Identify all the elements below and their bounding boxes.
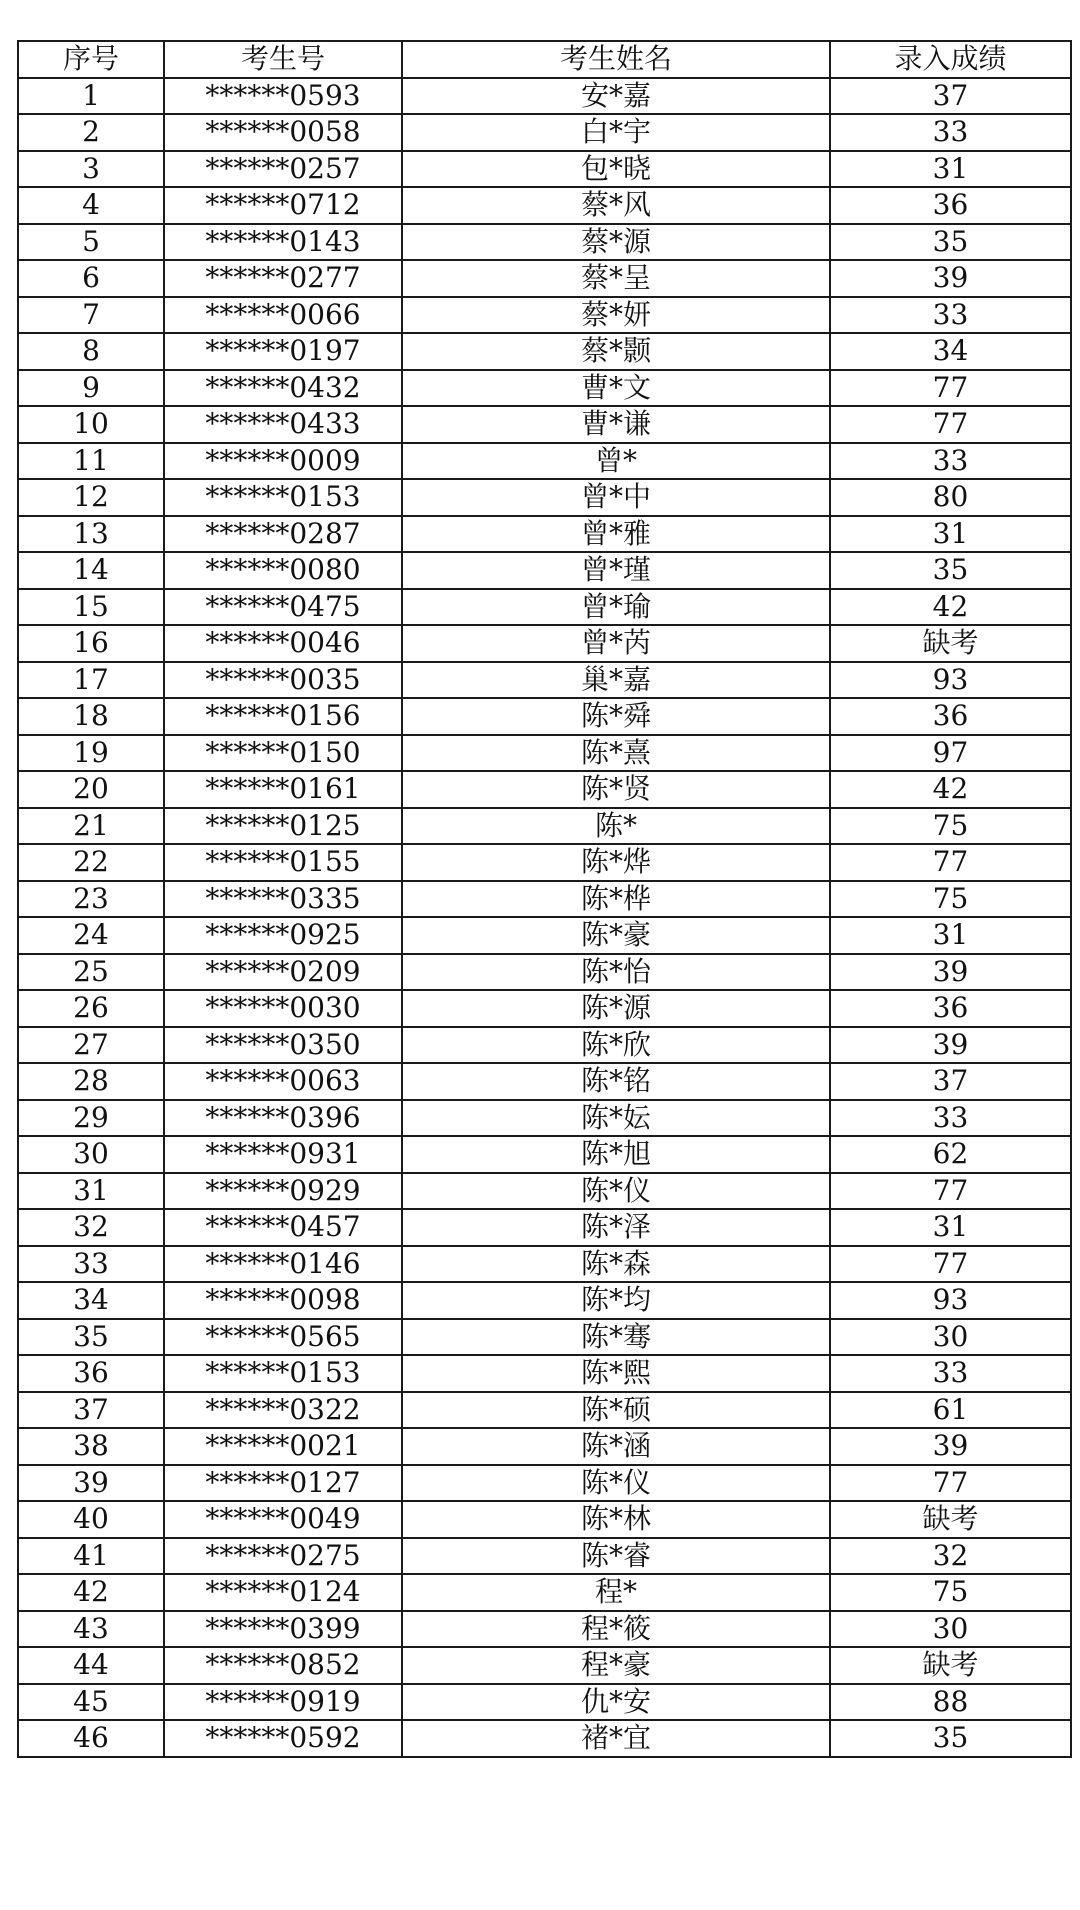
table-row: [18, 844, 1071, 881]
cell-score: 88: [830, 1684, 1071, 1721]
cell-exam-name: 陈*仪: [402, 1173, 830, 1210]
cell-index: 6: [18, 260, 164, 297]
cell-index: 12: [18, 479, 164, 516]
table-row: [18, 333, 1071, 370]
cell-index: 2: [18, 114, 164, 151]
table-row: [18, 1173, 1071, 1210]
cell-score: 35: [830, 552, 1071, 589]
cell-exam-number: ******0593: [164, 78, 402, 115]
cell-exam-name: 陈*林: [402, 1501, 830, 1538]
cell-score: 77: [830, 370, 1071, 407]
cell-exam-number: ******0049: [164, 1501, 402, 1538]
cell-exam-name: 蔡*妍: [402, 297, 830, 334]
cell-exam-number: ******0433: [164, 406, 402, 443]
cell-exam-name: 程*豪: [402, 1647, 830, 1684]
cell-score: 31: [830, 516, 1071, 553]
table-row: [18, 881, 1071, 918]
cell-score: 33: [830, 114, 1071, 151]
cell-exam-number: ******0712: [164, 187, 402, 224]
cell-score: 缺考: [830, 625, 1071, 662]
cell-exam-name: 陈*铭: [402, 1063, 830, 1100]
cell-score: 31: [830, 151, 1071, 188]
table-row: [18, 552, 1071, 589]
table-row: [18, 260, 1071, 297]
cell-score: 77: [830, 844, 1071, 881]
table-row: [18, 1246, 1071, 1283]
table-row: [18, 1428, 1071, 1465]
cell-index: 11: [18, 443, 164, 480]
cell-score: 33: [830, 1100, 1071, 1137]
table-row: [18, 1684, 1071, 1721]
cell-exam-name: 陈*源: [402, 990, 830, 1027]
cell-index: 15: [18, 589, 164, 626]
cell-exam-number: ******0929: [164, 1173, 402, 1210]
cell-exam-name: 陈*贤: [402, 771, 830, 808]
cell-exam-number: ******0098: [164, 1282, 402, 1319]
cell-index: 22: [18, 844, 164, 881]
cell-index: 37: [18, 1392, 164, 1429]
cell-index: 14: [18, 552, 164, 589]
table-row: [18, 589, 1071, 626]
table-row: [18, 479, 1071, 516]
cell-score: 42: [830, 589, 1071, 626]
cell-exam-name: 陈*骞: [402, 1319, 830, 1356]
cell-exam-number: ******0063: [164, 1063, 402, 1100]
cell-index: 20: [18, 771, 164, 808]
table-row: [18, 1136, 1071, 1173]
table-row: [18, 1647, 1071, 1684]
cell-score: 77: [830, 406, 1071, 443]
cell-index: 28: [18, 1063, 164, 1100]
cell-score: 35: [830, 224, 1071, 261]
cell-exam-name: 白*宇: [402, 114, 830, 151]
cell-score: 30: [830, 1319, 1071, 1356]
cell-score: 31: [830, 1209, 1071, 1246]
cell-index: 43: [18, 1611, 164, 1648]
cell-exam-number: ******0153: [164, 1355, 402, 1392]
table-row: [18, 662, 1071, 699]
cell-exam-name: 蔡*源: [402, 224, 830, 261]
cell-score: 97: [830, 735, 1071, 772]
cell-exam-name: 陈*硕: [402, 1392, 830, 1429]
cell-exam-number: ******0432: [164, 370, 402, 407]
table-row: [18, 187, 1071, 224]
cell-exam-name: 曾*雅: [402, 516, 830, 553]
cell-score: 36: [830, 990, 1071, 1027]
cell-index: 1: [18, 78, 164, 115]
cell-exam-name: 陈*桦: [402, 881, 830, 918]
cell-score: 77: [830, 1465, 1071, 1502]
cell-score: 缺考: [830, 1647, 1071, 1684]
table-row: [18, 1501, 1071, 1538]
cell-score: 75: [830, 881, 1071, 918]
cell-score: 93: [830, 1282, 1071, 1319]
cell-exam-name: 陈*烨: [402, 844, 830, 881]
cell-exam-name: 曾*瑾: [402, 552, 830, 589]
cell-exam-name: 曾*: [402, 443, 830, 480]
cell-exam-number: ******0475: [164, 589, 402, 626]
cell-index: 46: [18, 1720, 164, 1757]
cell-index: 9: [18, 370, 164, 407]
table-row: [18, 516, 1071, 553]
cell-score: 80: [830, 479, 1071, 516]
cell-exam-number: ******0127: [164, 1465, 402, 1502]
cell-exam-number: ******0143: [164, 224, 402, 261]
cell-exam-name: 蔡*风: [402, 187, 830, 224]
cell-score: 39: [830, 1428, 1071, 1465]
cell-score: 62: [830, 1136, 1071, 1173]
cell-exam-name: 曾*芮: [402, 625, 830, 662]
cell-exam-name: 陈*森: [402, 1246, 830, 1283]
cell-exam-number: ******0124: [164, 1574, 402, 1611]
header-index: 序号: [18, 41, 164, 78]
cell-exam-number: ******0150: [164, 735, 402, 772]
cell-index: 23: [18, 881, 164, 918]
score-table: [17, 40, 1072, 1758]
cell-exam-number: ******0058: [164, 114, 402, 151]
table-row: [18, 1611, 1071, 1648]
table-row: [18, 443, 1071, 480]
cell-score: 75: [830, 1574, 1071, 1611]
cell-exam-number: ******0565: [164, 1319, 402, 1356]
header-score: 录入成绩: [830, 41, 1071, 78]
table-row: [18, 1100, 1071, 1137]
cell-score: 36: [830, 187, 1071, 224]
cell-score: 61: [830, 1392, 1071, 1429]
cell-exam-name: 陈*睿: [402, 1538, 830, 1575]
cell-exam-number: ******0009: [164, 443, 402, 480]
cell-index: 8: [18, 333, 164, 370]
cell-exam-name: 陈*舜: [402, 698, 830, 735]
cell-score: 37: [830, 1063, 1071, 1100]
cell-exam-name: 陈*泽: [402, 1209, 830, 1246]
cell-exam-number: ******0322: [164, 1392, 402, 1429]
cell-exam-number: ******0277: [164, 260, 402, 297]
table-row: [18, 917, 1071, 954]
cell-score: 42: [830, 771, 1071, 808]
cell-exam-name: 陈*熹: [402, 735, 830, 772]
cell-index: 36: [18, 1355, 164, 1392]
table-row: [18, 1027, 1071, 1064]
cell-score: 77: [830, 1246, 1071, 1283]
cell-exam-name: 包*晓: [402, 151, 830, 188]
cell-exam-number: ******0197: [164, 333, 402, 370]
table-row: [18, 1465, 1071, 1502]
cell-exam-name: 曾*瑜: [402, 589, 830, 626]
cell-exam-name: 蔡*呈: [402, 260, 830, 297]
cell-index: 25: [18, 954, 164, 991]
cell-score: 31: [830, 917, 1071, 954]
cell-exam-name: 陈*均: [402, 1282, 830, 1319]
table-row: [18, 297, 1071, 334]
table-row: [18, 1209, 1071, 1246]
cell-index: 41: [18, 1538, 164, 1575]
cell-index: 31: [18, 1173, 164, 1210]
cell-score: 39: [830, 954, 1071, 991]
cell-exam-number: ******0209: [164, 954, 402, 991]
table-row: [18, 1392, 1071, 1429]
cell-index: 30: [18, 1136, 164, 1173]
cell-exam-number: ******0153: [164, 479, 402, 516]
cell-score: 35: [830, 1720, 1071, 1757]
cell-exam-number: ******0046: [164, 625, 402, 662]
cell-exam-name: 蔡*颢: [402, 333, 830, 370]
cell-index: 16: [18, 625, 164, 662]
table-row: [18, 224, 1071, 261]
table-row: [18, 370, 1071, 407]
table-row: [18, 1319, 1071, 1356]
cell-exam-name: 陈*熙: [402, 1355, 830, 1392]
cell-score: 36: [830, 698, 1071, 735]
cell-index: 33: [18, 1246, 164, 1283]
table-row: [18, 1720, 1071, 1757]
cell-exam-number: ******0931: [164, 1136, 402, 1173]
cell-score: 37: [830, 78, 1071, 115]
table-row: [18, 78, 1071, 115]
header-row: [18, 41, 1071, 78]
cell-exam-name: 巢*嘉: [402, 662, 830, 699]
cell-exam-number: ******0852: [164, 1647, 402, 1684]
cell-exam-number: ******0021: [164, 1428, 402, 1465]
cell-score: 34: [830, 333, 1071, 370]
cell-index: 13: [18, 516, 164, 553]
cell-index: 5: [18, 224, 164, 261]
cell-index: 17: [18, 662, 164, 699]
cell-index: 7: [18, 297, 164, 334]
cell-score: 93: [830, 662, 1071, 699]
table-row: [18, 151, 1071, 188]
cell-index: 26: [18, 990, 164, 1027]
cell-index: 19: [18, 735, 164, 772]
cell-index: 32: [18, 1209, 164, 1246]
cell-index: 39: [18, 1465, 164, 1502]
cell-exam-number: ******0350: [164, 1027, 402, 1064]
cell-exam-number: ******0155: [164, 844, 402, 881]
cell-exam-number: ******0919: [164, 1684, 402, 1721]
table-row: [18, 1063, 1071, 1100]
cell-exam-name: 陈*妘: [402, 1100, 830, 1137]
cell-exam-name: 安*嘉: [402, 78, 830, 115]
cell-index: 4: [18, 187, 164, 224]
cell-index: 38: [18, 1428, 164, 1465]
cell-exam-number: ******0030: [164, 990, 402, 1027]
cell-score: 32: [830, 1538, 1071, 1575]
header-exam-number: 考生号: [164, 41, 402, 78]
cell-exam-number: ******0080: [164, 552, 402, 589]
cell-exam-name: 陈*豪: [402, 917, 830, 954]
cell-exam-number: ******0156: [164, 698, 402, 735]
header-exam-name: 考生姓名: [402, 41, 830, 78]
cell-exam-name: 褚*宜: [402, 1720, 830, 1757]
cell-index: 45: [18, 1684, 164, 1721]
table-row: [18, 735, 1071, 772]
cell-exam-number: ******0125: [164, 808, 402, 845]
cell-exam-name: 陈*仪: [402, 1465, 830, 1502]
cell-score: 33: [830, 443, 1071, 480]
cell-index: 21: [18, 808, 164, 845]
cell-exam-name: 陈*涵: [402, 1428, 830, 1465]
table-row: [18, 954, 1071, 991]
table-row: [18, 1574, 1071, 1611]
cell-index: 18: [18, 698, 164, 735]
table-row: [18, 808, 1071, 845]
table-row: [18, 114, 1071, 151]
table-body: [18, 78, 1071, 1757]
cell-exam-name: 曾*中: [402, 479, 830, 516]
table-row: [18, 771, 1071, 808]
cell-exam-number: ******0066: [164, 297, 402, 334]
cell-index: 35: [18, 1319, 164, 1356]
cell-score: 39: [830, 1027, 1071, 1064]
cell-index: 3: [18, 151, 164, 188]
cell-exam-number: ******0257: [164, 151, 402, 188]
cell-index: 34: [18, 1282, 164, 1319]
cell-score: 33: [830, 1355, 1071, 1392]
cell-index: 29: [18, 1100, 164, 1137]
cell-score: 30: [830, 1611, 1071, 1648]
table-row: [18, 1282, 1071, 1319]
cell-score: 77: [830, 1173, 1071, 1210]
cell-exam-number: ******0275: [164, 1538, 402, 1575]
cell-exam-name: 陈*欣: [402, 1027, 830, 1064]
table-row: [18, 406, 1071, 443]
cell-exam-name: 曹*谦: [402, 406, 830, 443]
cell-index: 10: [18, 406, 164, 443]
cell-exam-name: 陈*: [402, 808, 830, 845]
cell-index: 44: [18, 1647, 164, 1684]
cell-exam-number: ******0399: [164, 1611, 402, 1648]
cell-exam-number: ******0925: [164, 917, 402, 954]
cell-exam-number: ******0592: [164, 1720, 402, 1757]
cell-exam-name: 陈*旭: [402, 1136, 830, 1173]
cell-score: 33: [830, 297, 1071, 334]
table-row: [18, 990, 1071, 1027]
cell-index: 42: [18, 1574, 164, 1611]
cell-exam-name: 曹*文: [402, 370, 830, 407]
cell-score: 缺考: [830, 1501, 1071, 1538]
cell-exam-number: ******0287: [164, 516, 402, 553]
table-row: [18, 625, 1071, 662]
cell-exam-number: ******0396: [164, 1100, 402, 1137]
score-sheet: [17, 40, 1070, 1758]
table-row: [18, 1538, 1071, 1575]
cell-exam-name: 陈*怡: [402, 954, 830, 991]
cell-exam-number: ******0035: [164, 662, 402, 699]
cell-index: 24: [18, 917, 164, 954]
cell-index: 40: [18, 1501, 164, 1538]
cell-score: 75: [830, 808, 1071, 845]
cell-exam-number: ******0335: [164, 881, 402, 918]
cell-index: 27: [18, 1027, 164, 1064]
cell-score: 39: [830, 260, 1071, 297]
table-row: [18, 1355, 1071, 1392]
cell-exam-number: ******0457: [164, 1209, 402, 1246]
cell-exam-number: ******0146: [164, 1246, 402, 1283]
cell-exam-number: ******0161: [164, 771, 402, 808]
cell-exam-name: 程*: [402, 1574, 830, 1611]
cell-exam-name: 仇*安: [402, 1684, 830, 1721]
table-row: [18, 698, 1071, 735]
cell-exam-name: 程*筱: [402, 1611, 830, 1648]
